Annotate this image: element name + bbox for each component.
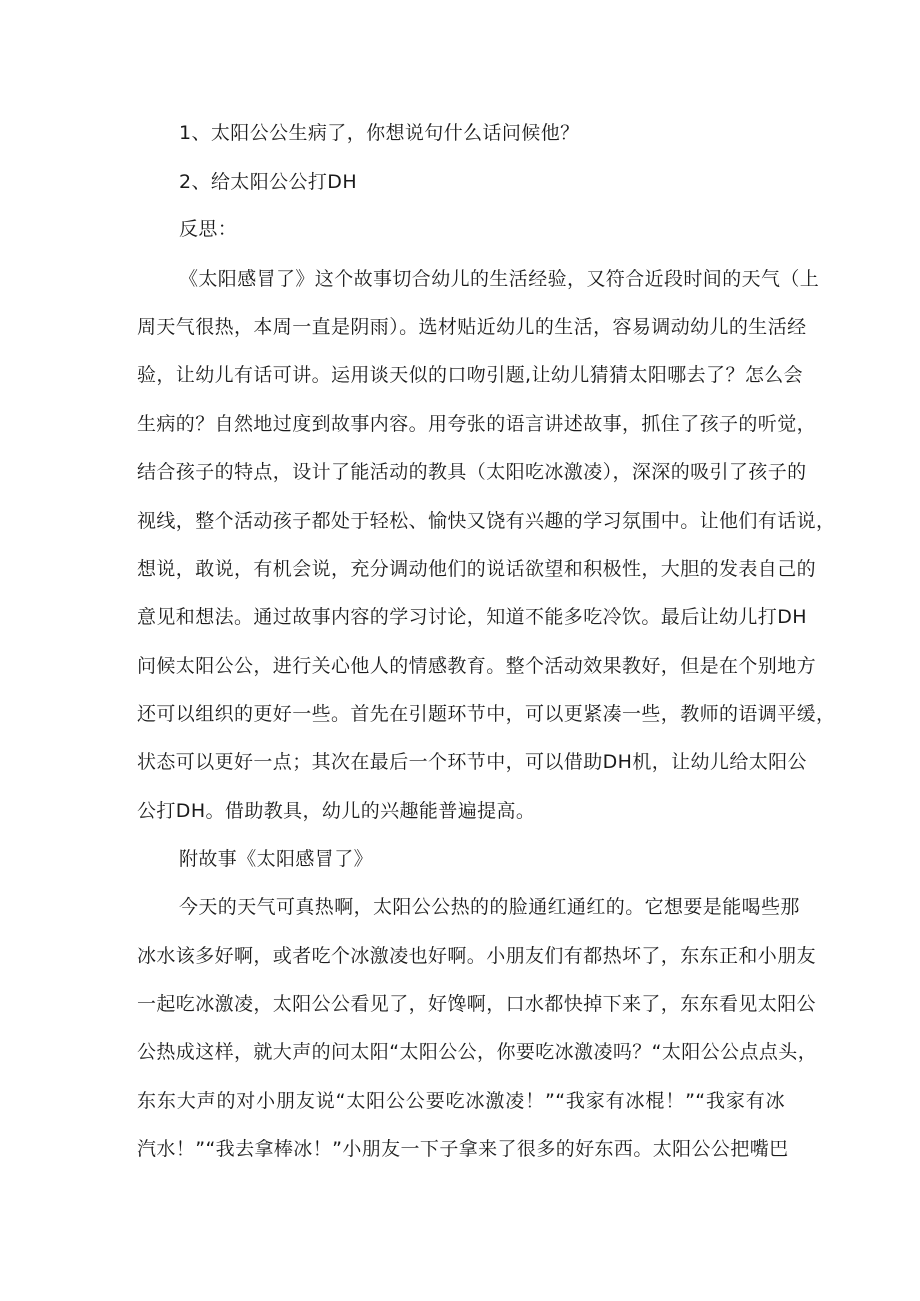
reflection-line: 《太阳感冒了》这个故事切合幼儿的生活经验，又符合近段时间的天气（上 [179,268,820,290]
list-item-1: 1、太阳公公生病了，你想说句什么话问候他？ [179,122,580,144]
reflection-line: 生病的？自然地过度到故事内容。用夸张的语言讲述故事，抓住了孩子的听觉， [137,413,817,435]
story-line: 东东大声的对小朋友说“太阳公公要吃冰激凌！”“我家有冰棍！”“我家有冰 [137,1090,785,1112]
reflection-line: 状态可以更好一点；其次在最后一个环节中，可以借助DH机，让幼儿给太阳公 [137,751,807,773]
reflection-line: 周天气很热，本周一直是阴雨）。选材贴近幼儿的生活，容易调动幼儿的生活经 [137,316,807,338]
story-line: 今天的天气可真热啊，太阳公公热的的脸通红通红的。它想要是能喝些那 [179,896,800,918]
story-line: 公热成这样，就大声的问太阳“太阳公公，你要吃冰激凌吗？“太阳公公点点头， [137,1041,818,1063]
story-line: 一起吃冰激凌，太阳公公看见了，好馋啊，口水都快掉下来了，东东看见太阳公 [137,993,817,1015]
reflection-line: 问候太阳公公，进行关心他人的情感教育。整个活动效果教好，但是在个别地方 [137,655,817,677]
reflection-heading: 反思： [179,218,238,240]
list-item-2: 2、给太阳公公打DH [179,171,358,193]
reflection-line: 结合孩子的特点，设计了能活动的教具（太阳吃冰激凌），深深的吸引了孩子的 [137,461,807,483]
story-line: 冰水该多好啊，或者吃个冰激凌也好啊。小朋友们有都热坏了，东东正和小朋友 [137,945,817,967]
story-line: 汽水！”“我去拿棒冰！”小朋友一下子拿来了很多的好东西。太阳公公把嘴巴 [137,1138,789,1160]
reflection-line: 意见和想法。通过故事内容的学习讨论，知道不能多吃冷饮。最后让幼儿打DH [137,606,807,628]
reflection-line: 视线，整个活动孩子都处于轻松、愉快又饶有兴趣的学习氛围中。让他们有话说， [137,510,836,532]
reflection-line: 公打DH。借助教具，幼儿的兴趣能普遍提高。 [137,800,536,822]
reflection-line: 还可以组织的更好一些。首先在引题环节中，可以更紧凑一些，教师的语调平缓， [137,703,836,725]
reflection-line: 想说，敢说，有机会说，充分调动他们的说话欲望和积极性，大胆的发表自己的 [137,558,817,580]
story-heading: 附故事《太阳感冒了》 [179,848,374,870]
reflection-line: 验，让幼儿有话可讲。运用谈天似的口吻引题,让幼儿猜猜太阳哪去了？怎么会 [137,364,804,386]
